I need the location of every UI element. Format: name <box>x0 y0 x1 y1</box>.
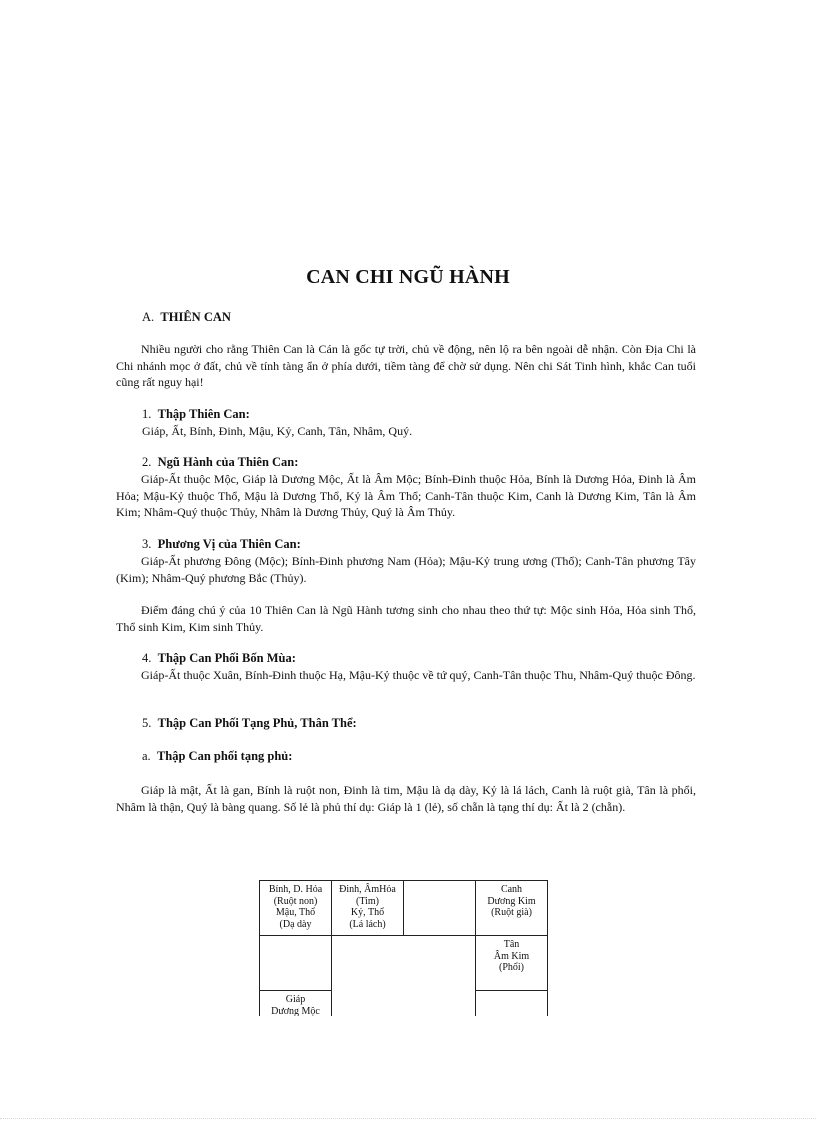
section-4-heading <box>142 651 296 666</box>
section-3-note: Điểm đáng chú ý của 10 Thiên Can là Ngũ Hành tương sinh cho nhau theo thứ tự: Mộc sinh Hỏa, Hỏa sinh Thổ, Thổ sinh Kim, Kim sinh Thủy. <box>116 603 696 634</box>
section-2-label: Ngũ Hành của Thiên Can: <box>157 455 299 469</box>
section-a-prefix: A. <box>142 310 155 324</box>
table-cell-binh-mau <box>260 881 332 936</box>
section-3-heading <box>142 537 301 552</box>
section-5-num: 5. <box>142 716 152 730</box>
page-title: CAN CHI NGŨ HÀNH <box>306 266 510 288</box>
section-3-num: 3. <box>142 537 152 551</box>
cell-line: (Dạ dày <box>279 918 312 930</box>
section-2-num: 2. <box>142 455 152 469</box>
section-5a-num: a. <box>142 749 151 763</box>
section-5a-body: Giáp là mật, Ất là gan, Bính là ruột non, Đinh là tim, Mậu là dạ dày, Kỷ là lá lách, Canh là ruột già, Tân là phổi, Nhâm là thận, Quý là bàng quang. Số lẻ là phủ thí dụ: Giáp là 1 (lẻ), số chẵn là tạng thí dụ: Ất là 2 (chẵn). <box>116 783 696 814</box>
table-cell-empty <box>404 881 476 936</box>
section-5-label: Thập Can Phối Tạng Phủ, Thân Thể: <box>157 716 357 730</box>
section-1-heading <box>142 407 250 422</box>
section-a-heading <box>142 310 231 325</box>
section-4-body: Giáp-Ất thuộc Xuân, Bính-Đinh thuộc Hạ, Mậu-Kỷ thuộc về tứ quý, Canh-Tân thuộc Thu, Nhâm-Quý thuộc Đông. <box>141 668 696 682</box>
cell-line: (Ruột già) <box>491 907 532 918</box>
section-2-heading <box>142 455 298 470</box>
table-cell-canh <box>476 881 548 936</box>
section-4-num: 4. <box>142 651 152 665</box>
cell-line: Dương Mộc <box>271 1005 320 1017</box>
table-row <box>260 936 548 991</box>
cell-line: Kỷ, Thổ <box>350 907 385 918</box>
table-row <box>260 881 548 936</box>
section-1-label: Thập Thiên Can: <box>157 407 250 421</box>
table-cell-dinh-ky <box>332 881 404 936</box>
section-5a-heading <box>142 749 292 764</box>
cell-line: (Ruột non) <box>273 895 318 907</box>
section-1-num: 1. <box>142 407 152 421</box>
table-cell-tan <box>476 936 548 991</box>
section-1-body: Giáp, Ất, Bính, Đinh, Mậu, Kỷ, Canh, Tân, Nhâm, Quý. <box>142 424 413 438</box>
section-4-label: Thập Can Phối Bốn Mùa: <box>157 651 296 665</box>
cell-line: Tân <box>503 939 520 950</box>
section-5-heading <box>142 716 357 731</box>
cell-line: (Phổi) <box>499 962 524 973</box>
cell-line: (Tim) <box>356 895 379 907</box>
cell-line: Mậu, Thổ <box>275 907 316 918</box>
cell-line: Canh <box>500 884 523 895</box>
cell-line: Đinh, ÂmHỏa <box>339 884 396 895</box>
page-bottom-divider <box>0 1118 816 1119</box>
section-3-label: Phương Vị của Thiên Can: <box>157 537 301 551</box>
cell-line: Bính, D. Hỏa <box>268 884 323 895</box>
section-a-label: THIÊN CAN <box>160 310 231 324</box>
cell-line: (Lá lách) <box>349 918 386 930</box>
page-break-mask <box>250 1016 570 1126</box>
cell-line: Âm Kim <box>493 950 530 962</box>
table-cell-empty <box>260 936 332 991</box>
section-2-body: Giáp-Ất thuộc Mộc, Giáp là Dương Mộc, Ất là Âm Mộc; Bính-Đinh thuộc Hỏa, Bính là Dương Hỏa, Đinh là Âm Hỏa; Mậu-Kỷ thuộc Thổ, Mậu là Dương Thổ, Kỷ là Âm Thổ; Canh-Tân thuộc Kim, Canh là Dương Kim, Tân là Âm Kim; Nhâm-Quý thuộc Thủy, Nhâm là Dương Thủy, Quý là Âm Thủy. <box>116 472 696 519</box>
cell-line: Dương Kim <box>487 895 536 907</box>
intro-paragraph: Nhiều người cho rằng Thiên Can là Cán là gốc tự trời, chủ về động, nên lộ ra bên ngoài dễ nhận. Còn Địa Chi là Chi nhánh mọc ở đất, chủ về tính tàng ẩn ở phía dưới, tiềm tàng để chờ sử dụng. Nên chi Sát Tinh hình, khắc Can tuổi cũng rất nguy hại! <box>116 342 696 389</box>
cell-line: Giáp <box>285 994 306 1005</box>
section-5a-label: Thập Can phối tạng phủ: <box>156 749 293 763</box>
section-3-body: Giáp-Ất phương Đông (Mộc); Bính-Đinh phương Nam (Hỏa); Mậu-Kỷ trung ương (Thổ); Canh-Tân phương Tây (Kim); Nhâm-Quý phương Bắc (Thủy). <box>116 554 696 585</box>
table-cell-center <box>332 936 476 991</box>
